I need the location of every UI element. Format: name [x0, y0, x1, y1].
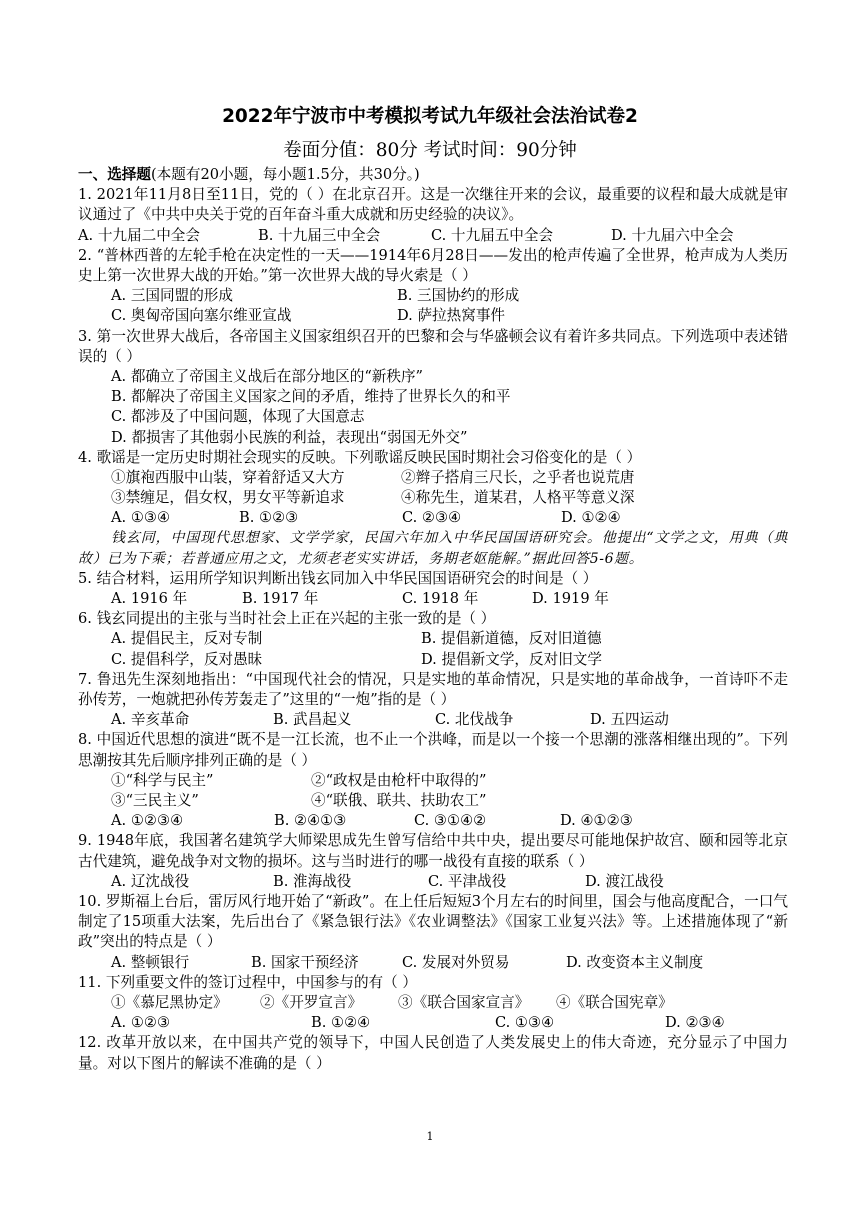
q6-option-d: D. 提倡新文学，反对旧文学	[421, 650, 602, 668]
q1-option-b: B. 十九届三中全会	[258, 226, 381, 244]
q4-statement-2: ②辫子搭肩三尺长，之乎者也说荒唐	[401, 468, 635, 486]
q11-option-d: D. ②③④	[665, 1014, 725, 1032]
section-note: (本题有20小题，每小题1.5分，共30分。)	[150, 166, 420, 183]
q10-option-a: A. 整顿银行	[111, 953, 190, 971]
q8-option-c: C. ③①④②	[414, 812, 487, 830]
q4-statement-1: ①旗袍西服中山装，穿着舒适又大方	[111, 468, 345, 486]
q8-statements-row1	[78, 771, 788, 791]
q11-options	[78, 1013, 788, 1033]
q6-option-c: C. 提倡科学，反对愚昧	[111, 650, 263, 668]
q5-option-d: D. 1919 年	[532, 590, 609, 608]
q2-options-row2	[78, 306, 788, 326]
q1-option-a: A. 十九届二中全会	[78, 226, 200, 244]
q4-option-c: C. ②③④	[402, 509, 462, 527]
section-heading-label: 一、选择题	[78, 166, 151, 183]
q2-options-row1	[78, 286, 788, 306]
q3-option-c: C. 都涉及了中国问题，体现了大国意志	[111, 408, 365, 426]
q10-option-c: C. 发展对外贸易	[402, 953, 510, 971]
q11-statement-3: ③《联合国家宣言》	[398, 993, 530, 1011]
q10-options	[78, 953, 788, 973]
q9-option-d: D. 渡江战役	[585, 872, 664, 890]
exam-title: 2022年宁波市中考模拟考试九年级社会法治试卷2	[222, 106, 638, 127]
q11-statement-1: ①《慕尼黑协定》	[111, 993, 228, 1011]
q12-stem: 12. 改革开放以来，在中国共产党的领导下，中国人民创造了人类发展史上的伟大奇迹，充分显示了中国力量。对以下图片的解读不准确的是（ ）	[78, 1034, 788, 1072]
q6-options-row2	[78, 650, 788, 670]
q4-stem: 4. 歌谣是一定历史时期社会现实的反映。下列歌谣反映民国时期社会习俗变化的是（ ）	[78, 448, 642, 466]
page-number: 1	[426, 1130, 434, 1143]
q3-option-a: A. 都确立了帝国主义战后在部分地区的“新秩序”	[111, 367, 424, 385]
q3-option-d: D. 都损害了其他弱小民族的利益，表现出“弱国无外交”	[111, 428, 468, 446]
q6-stem: 6. 钱玄同提出的主张与当时社会上正在兴起的主张一致的是（ ）	[78, 610, 496, 628]
q2-option-a: A. 三国同盟的形成	[111, 287, 233, 305]
q4-option-d: D. ①②④	[561, 509, 621, 527]
q7-option-a: A. 辛亥革命	[111, 711, 190, 729]
q1-option-c: C. 十九届五中全会	[431, 226, 554, 244]
q8-statement-1: ①“科学与民主”	[111, 771, 214, 789]
reading-material: 钱玄同，中国现代思想家、文学学家，民国六年加入中华民国国语研究会。他提出“文学之文，用典（典故）已为下乘；若普通应用之文，尤须老老实实讲话，务期老妪能解。”据此回答5-6题。	[78, 530, 788, 567]
q11-option-a: A. ①②③	[111, 1014, 171, 1032]
q4-statement-3: ③禁缠足，倡女权，男女平等新追求	[111, 489, 345, 507]
q4-options	[78, 508, 788, 528]
q9-stem: 9. 1948年底，我国著名建筑学大师梁思成先生曾写信给中共中央，提出要尽可能地保护故宫、颐和园等北京古代建筑，避免战争对文物的损坏。这与当时进行的哪一战役有直接的联系（ ）	[78, 832, 788, 870]
q2-option-c: C. 奥匈帝国向塞尔维亚宣战	[111, 307, 292, 325]
q11-stem: 11. 下列重要文件的签订过程中，中国参与的有（ ）	[78, 973, 417, 991]
q8-option-a: A. ①②③④	[111, 812, 184, 830]
q5-option-a: A. 1916 年	[111, 590, 188, 608]
q10-stem: 10. 罗斯福上台后，雷厉风行地开始了“新政”。在上任后短短3个月左右的时间里，国会与他高度配合，一口气制定了15项重大法案，先后出台了《紧急银行法》《农业调整法》《国家工业复兴法》等。上述措施体现了“新政”突出的特点是（ ）	[78, 892, 788, 951]
q4-statement-4: ④称先生，道某君，人格平等意义深	[401, 489, 635, 507]
q9-option-b: B. 淮海战役	[273, 872, 352, 890]
q5-option-b: B. 1917 年	[242, 590, 319, 608]
q8-statements-row2	[78, 791, 788, 811]
section-heading	[78, 165, 788, 185]
question-body	[78, 165, 788, 1074]
q7-options	[78, 710, 788, 730]
q7-stem: 7. 鲁迅先生深刻地指出：“中国现代社会的情况，只是实地的革命情况，只是实地的革命战争，一首诗吓不走孙传芳，一炮就把孙传芳轰走了”这里的“一炮”指的是（ ）	[78, 670, 788, 709]
q8-options	[78, 811, 788, 831]
q1-options	[78, 226, 788, 246]
q5-stem: 5. 结合材料，运用所学知识判断出钱玄同加入中华民国国语研究会的时间是（ ）	[78, 569, 598, 587]
q8-statement-3: ③“三民主义”	[111, 792, 199, 809]
q2-stem: 2. “普林西普的左轮手枪在决定性的一天——1914年6月28日——发出的枪声传遍了全世界，枪声成为人类历史上第一次世界大战的开始。”第一次世界大战的导火索是（ ）	[78, 246, 788, 284]
q11-option-b: B. ①②④	[311, 1014, 371, 1032]
q11-option-c: C. ①③④	[495, 1014, 555, 1032]
q2-option-b: B. 三国协约的形成	[397, 287, 520, 305]
q4-option-a: A. ①③④	[111, 509, 171, 527]
q4-statements-row1	[78, 468, 788, 488]
q8-stem: 8. 中国近代思想的演进“既不是一江长流，也不止一个洪峰，而是以一个接一个思潮的涨落相继出现的”。下列思潮按其先后顺序排列正确的是（ ）	[78, 731, 788, 769]
q1-option-d: D. 十九届六中全会	[611, 226, 734, 244]
q8-statement-4: ④“联俄、联共、扶助农工”	[311, 792, 487, 809]
q11-statements	[78, 993, 788, 1013]
q1-stem: 1. 2021年11月8日至11日，党的（ ）在北京召开。这是一次继往开来的会议，最重要的议程和最大成就是审议通过了《中共中央关于党的百年奋斗重大成就和历史经验的决议》。	[78, 186, 788, 224]
q6-option-b: B. 提倡新道德，反对旧道德	[421, 630, 602, 648]
q4-option-b: B. ①②③	[239, 509, 299, 527]
q7-option-b: B. 武昌起义	[273, 711, 352, 729]
q7-option-c: C. 北伐战争	[435, 711, 514, 729]
q5-options	[78, 589, 788, 609]
q6-options-row1	[78, 629, 788, 649]
q9-option-a: A. 辽沈战役	[111, 872, 190, 890]
q7-option-d: D. 五四运动	[590, 711, 669, 729]
q2-option-d: D. 萨拉热窝事件	[397, 307, 506, 325]
q3-stem: 3. 第一次世界大战后，各帝国主义国家组织召开的巴黎和会与华盛顿会议有着许多共同点。下列选项中表述错误的（ ）	[78, 327, 788, 365]
q8-statement-2: ②“政权是由枪杆中取得的”	[311, 771, 487, 789]
q6-option-a: A. 提倡民主，反对专制	[111, 630, 263, 648]
q3-option-b: B. 都解决了帝国主义国家之间的矛盾，维持了世界长久的和平	[111, 388, 511, 406]
q9-options	[78, 872, 788, 892]
q4-statements-row2	[78, 488, 788, 508]
q10-option-b: B. 国家干预经济	[251, 953, 359, 971]
q11-statement-2: ②《开罗宣言》	[260, 993, 363, 1011]
q11-statement-4: ④《联合国宪章》	[556, 993, 673, 1011]
exam-subtitle: 卷面分值：80分 考试时间：90分钟	[283, 140, 577, 161]
q5-option-c: C. 1918 年	[402, 590, 479, 608]
q8-option-b: B. ②④①③	[274, 812, 347, 830]
q9-option-c: C. 平津战役	[428, 872, 507, 890]
q10-option-d: D. 改变资本主义制度	[566, 953, 704, 971]
q8-option-d: D. ④①②③	[560, 812, 633, 830]
